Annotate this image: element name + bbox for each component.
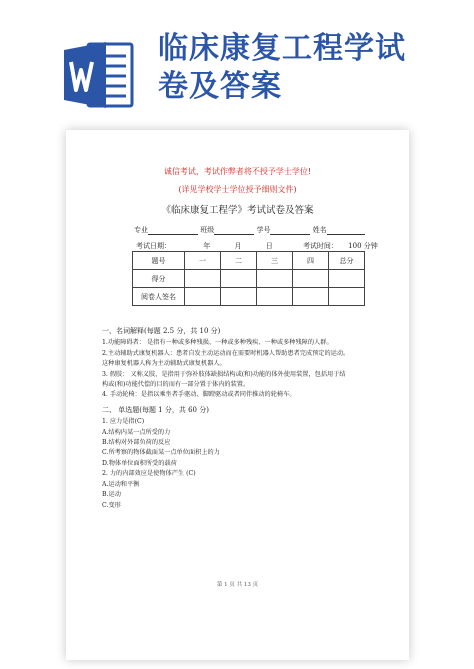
signature-cell[interactable] (221, 288, 257, 306)
class-blank (214, 226, 254, 235)
text-line: 这种康复机器人称为主动辅助式康复机器人。 (102, 360, 226, 368)
word-doc-icon (62, 38, 136, 112)
signature-cell[interactable] (293, 288, 329, 306)
text-line: 4. 手动轮椅：是指以乘坐者手驱动、脚蹬驱动或者同伴推动的轮椅车。 (102, 391, 296, 399)
time-value: 100 分钟 (348, 242, 378, 250)
option-line: B.结构对外部负荷的反应 (102, 439, 171, 447)
time-label: 考试时间： (302, 242, 338, 250)
table-cell: 总分 (329, 252, 365, 270)
page-number: 第 1 页 共 13 页 (216, 582, 259, 588)
score-table (132, 251, 365, 306)
text-line: 2.主动辅助式康复机器人：患者自发主动运动而在需要时机器人帮助患者完成预定的运动。 (102, 349, 350, 357)
table-cell: 得分 (133, 270, 185, 288)
title-line-1: 临床康复工程学试 (158, 31, 406, 66)
signature-cell[interactable] (329, 288, 365, 306)
title-line-2: 卷及答案 (158, 69, 282, 104)
id-label: 学号 (256, 226, 271, 234)
table-cell: 题号 (133, 252, 185, 270)
date-label: 考试日期： (136, 242, 171, 250)
exam-title: 《临床康复工程学》考试试卷及答案 (161, 205, 314, 216)
score-input-cell[interactable] (293, 270, 329, 288)
table-cell: 阅卷人签名 (133, 288, 185, 306)
option-line: B.运动 (102, 491, 121, 499)
score-input-cell[interactable] (257, 270, 293, 288)
document-page (66, 130, 409, 660)
text-line: 1.功能障碍者： 是指有一种或多种残损、一种或多种残疾、一种或多种残障的人群。 (102, 339, 333, 347)
signature-cell[interactable] (257, 288, 293, 306)
question-line: 2. 力的内部效应是使物体产生 (C) (102, 470, 196, 478)
text-line: 构或(和)功能代偿的目的而有一部分置于体内的装置。 (102, 381, 250, 389)
option-line: C.变形 (102, 501, 121, 509)
option-line: D.物体单位面积所受的载荷 (102, 459, 177, 467)
option-line: A.运动和平衡 (102, 480, 140, 488)
score-input-cell[interactable] (221, 270, 257, 288)
exam-date-row (136, 241, 386, 251)
section-heading: 二、 单选题(每题 1 分，共 60 分) (102, 405, 209, 414)
table-cell: 四 (293, 252, 329, 270)
signature-cell[interactable] (185, 288, 221, 306)
class-label: 班级 (200, 226, 215, 234)
student-info-row (134, 225, 365, 235)
name-label: 姓名 (312, 226, 327, 234)
section-heading: 一、名词解释(每题 2.5 分，共 10 分) (102, 327, 221, 335)
major-label: 专业 (134, 226, 148, 234)
option-line: A.结构内某一点所受的力 (102, 428, 171, 436)
page-title (158, 30, 406, 106)
major-blank (148, 226, 198, 235)
month-label: 月 (234, 242, 242, 250)
integrity-notice-detail: (详见学校学士学位授予细则文件) (178, 185, 297, 194)
text-line: 3. 假肢： 又称义肢，是指用于弥补肢体缺损结构或(和)功能的体外使用装置，包括用于结 (102, 370, 346, 378)
table-cell: 二 (221, 252, 257, 270)
year-label: 年 (203, 242, 211, 250)
option-line: C.所考察的物体截面某一点单位面积上的力 (102, 449, 220, 457)
table-cell: 三 (257, 252, 293, 270)
score-input-cell[interactable] (329, 270, 365, 288)
day-label: 日 (265, 242, 273, 250)
table-cell: 一 (185, 252, 221, 270)
question-line: 1. 应力是指(C) (102, 418, 145, 426)
integrity-notice: 诚信考试，考试作弊者将不授予学士学位! (163, 167, 312, 176)
id-blank (270, 226, 310, 235)
page-header (0, 0, 474, 118)
table-row (133, 270, 365, 288)
score-input-cell[interactable] (185, 270, 221, 288)
name-blank (327, 226, 365, 235)
exam-content (102, 322, 392, 511)
table-row (133, 252, 365, 270)
table-row (133, 288, 365, 306)
